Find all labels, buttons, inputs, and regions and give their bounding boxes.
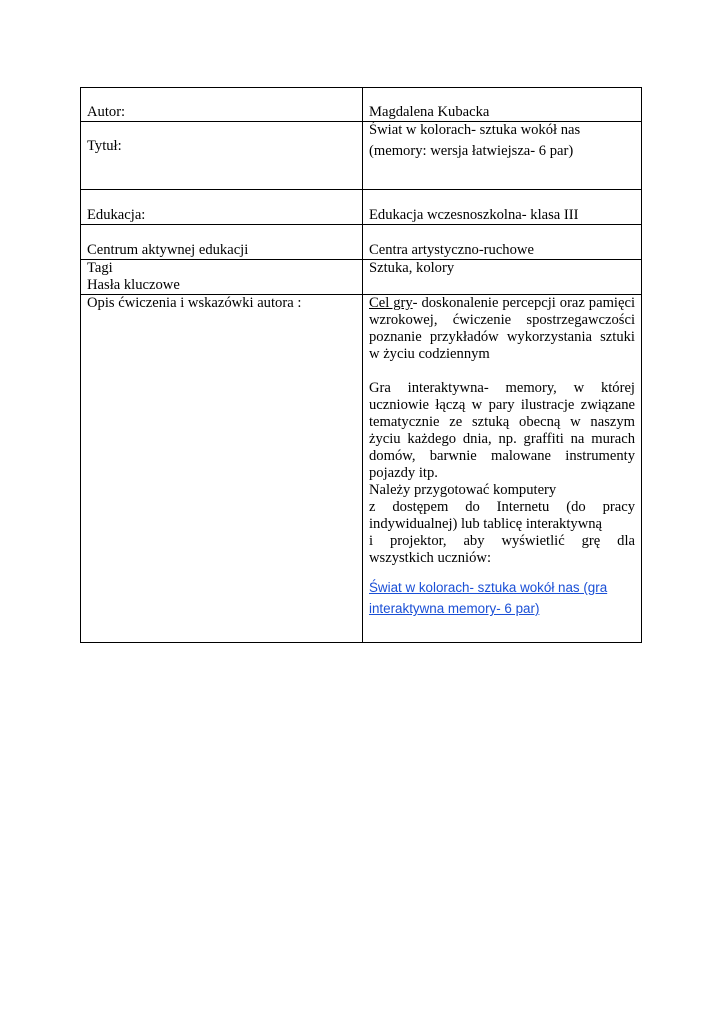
title-label: Tytuł: bbox=[81, 122, 363, 190]
prep-line: i projektor, aby wyświetlić grę dla bbox=[369, 533, 635, 549]
title-line: Świat w kolorach- sztuka wokół nas bbox=[369, 122, 581, 138]
author-value: Magdalena Kubacka bbox=[363, 88, 642, 122]
table-row bbox=[81, 260, 642, 295]
lesson-card bbox=[80, 87, 641, 643]
tags-label bbox=[81, 260, 363, 295]
center-label: Centrum aktywnej edukacji bbox=[81, 225, 363, 260]
table-row bbox=[81, 225, 642, 260]
table-row bbox=[81, 122, 642, 190]
prep-line: indywidualnej) lub tablicę interaktywną bbox=[369, 516, 603, 532]
prep-line: Należy przygotować komputery bbox=[369, 482, 557, 498]
description-label: Opis ćwiczenia i wskazówki autora : bbox=[81, 295, 363, 643]
game-paragraph: Gra interaktywna- memory, w której uczniowie łączą w pary ilustracje związane tematycznie ze sztuką obecną w naszym życiu każdego dnia, np. graffiti na murach domów, barwnie malowane instrumenty pojazdy itp. bbox=[369, 380, 635, 481]
table-row bbox=[81, 190, 642, 225]
prep-line: wszystkich uczniów: bbox=[369, 550, 491, 566]
prep-line: z dostępem do Internetu (do pracy bbox=[369, 499, 635, 515]
tags-value: Sztuka, kolory bbox=[363, 260, 642, 295]
goal-paragraph bbox=[369, 295, 635, 363]
author-label: Autor: bbox=[81, 88, 363, 122]
lesson-metadata-table bbox=[80, 87, 642, 643]
education-value: Edukacja wczesnoszkolna- klasa III bbox=[363, 190, 642, 225]
table-row bbox=[81, 295, 642, 643]
memory-game-link[interactable]: Świat w kolorach- sztuka wokół nas (gra interaktywna memory- 6 par) bbox=[369, 580, 608, 616]
table-row bbox=[81, 88, 642, 122]
goal-text: - doskonalenie percepcji oraz pamięci wzrokowej, ćwiczenie spostrzegawczości poznanie przykładów wykorzystania sztuki w życiu codziennym bbox=[369, 295, 635, 362]
title-subline: (memory: wersja łatwiejsza- 6 par) bbox=[369, 143, 574, 159]
tags-line: Tagi bbox=[87, 260, 113, 276]
prep-paragraph bbox=[369, 482, 635, 567]
education-label: Edukacja: bbox=[81, 190, 363, 225]
keywords-line: Hasła kluczowe bbox=[87, 277, 180, 293]
description-value bbox=[363, 295, 642, 643]
goal-label: Cel gry bbox=[369, 295, 413, 311]
title-value bbox=[363, 122, 642, 190]
center-value: Centra artystyczno-ruchowe bbox=[363, 225, 642, 260]
